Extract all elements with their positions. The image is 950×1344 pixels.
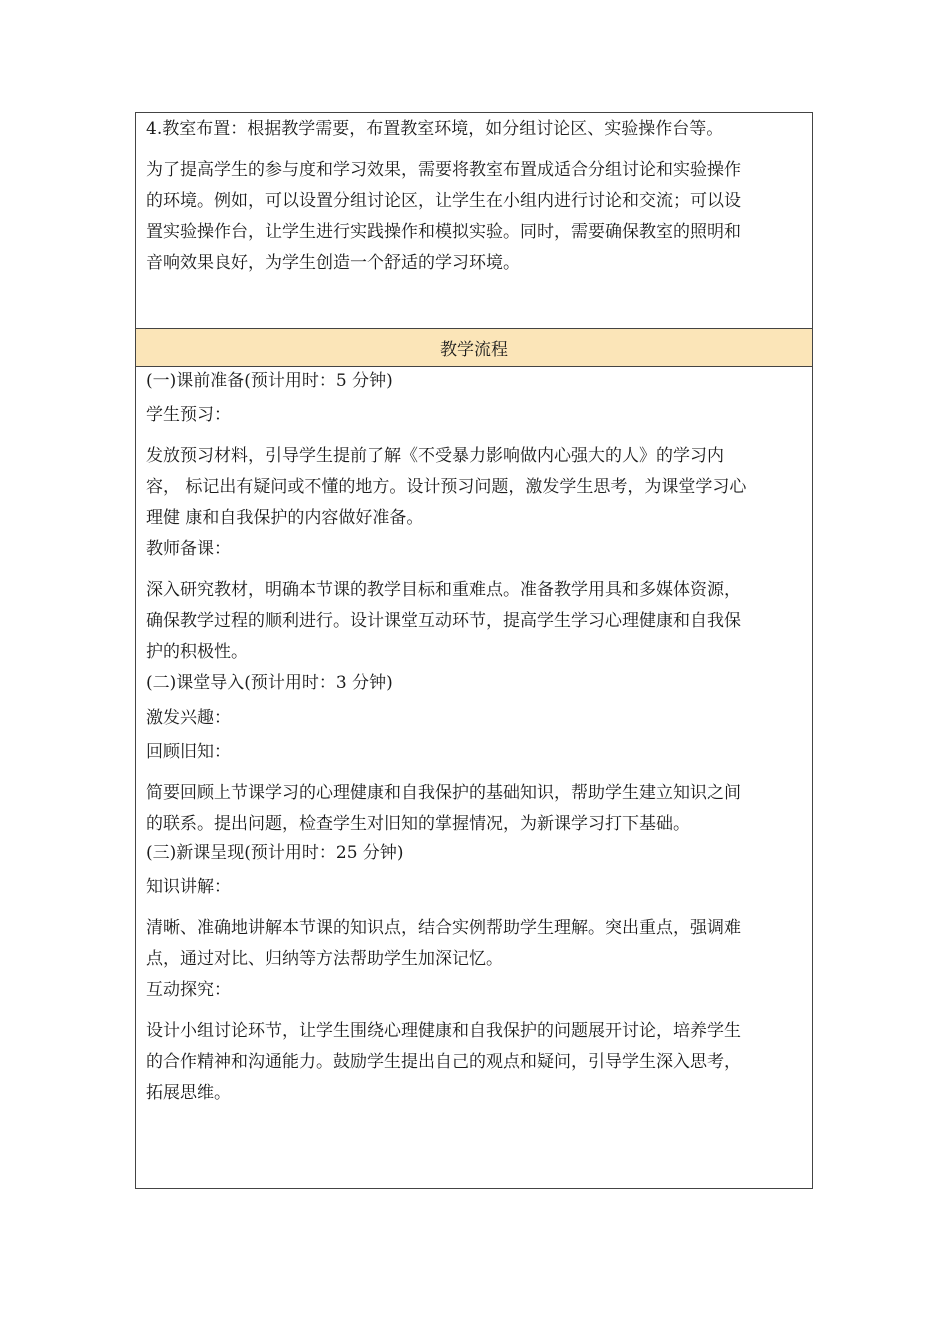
paragraph-line: 理健 康和自我保护的内容做好准备。 <box>146 508 424 528</box>
paragraph-line: 容， 标记出有疑问或不懂的地方。设计预习问题，激发学生思考，为课堂学习心 <box>146 477 747 497</box>
lesson-plan-table <box>135 112 813 1189</box>
paragraph-line: 简要回顾上节课学习的心理健康和自我保护的基础知识，帮助学生建立知识之间 <box>146 783 741 803</box>
section-header-title: 教学流程 <box>440 340 508 360</box>
subheading: 互动探究： <box>146 980 231 1000</box>
subheading: 激发兴趣： <box>146 708 231 728</box>
paragraph-line: 的合作精神和沟通能力。鼓励学生提出自己的观点和疑问，引导学生深入思考， <box>146 1052 741 1072</box>
setup-paragraph-line: 音响效果良好，为学生创造一个舒适的学习环境。 <box>146 253 520 273</box>
section-header <box>136 329 812 367</box>
paragraph-line: 护的积极性。 <box>146 642 248 662</box>
stage-heading: (三)新课呈现(预计用时：25 分钟) <box>146 843 404 863</box>
setup-paragraph-line: 为了提高学生的参与度和学习效果，需要将教室布置成适合分组讨论和实验操作 <box>146 160 741 180</box>
stage-heading: (一)课前准备(预计用时：5 分钟) <box>146 371 393 391</box>
subheading: 学生预习： <box>146 405 231 425</box>
setup-heading: 4.教室布置：根据教学需要，布置教室环境，如分组讨论区、实验操作台等。 <box>146 119 724 139</box>
paragraph-line: 拓展思维。 <box>146 1083 231 1103</box>
subheading: 知识讲解： <box>146 877 231 897</box>
setup-paragraph-line: 的环境。例如，可以设置分组讨论区，让学生在小组内进行讨论和交流；可以设 <box>146 191 741 211</box>
paragraph-line: 设计小组讨论环节，让学生围绕心理健康和自我保护的问题展开讨论，培养学生 <box>146 1021 741 1041</box>
classroom-setup-cell <box>136 113 812 329</box>
paragraph-line: 清晰、准确地讲解本节课的知识点，结合实例帮助学生理解。突出重点，强调难 <box>146 918 741 938</box>
teaching-process-cell <box>136 367 812 1188</box>
setup-paragraph-line: 置实验操作台，让学生进行实践操作和模拟实验。同时，需要确保教室的照明和 <box>146 222 741 242</box>
paragraph-line: 发放预习材料，引导学生提前了解《不受暴力影响做内心强大的人》的学习内 <box>146 446 724 466</box>
subheading: 回顾旧知： <box>146 742 231 762</box>
paragraph-line: 的联系。提出问题，检查学生对旧知的掌握情况，为新课学习打下基础。 <box>146 814 690 834</box>
stage-heading: (二)课堂导入(预计用时：3 分钟) <box>146 673 393 693</box>
subheading: 教师备课： <box>146 539 231 559</box>
paragraph-line: 确保教学过程的顺利进行。设计课堂互动环节，提高学生学习心理健康和自我保 <box>146 611 741 631</box>
paragraph-line: 深入研究教材，明确本节课的教学目标和重难点。准备教学用具和多媒体资源， <box>146 580 741 600</box>
paragraph-line: 点，通过对比、归纳等方法帮助学生加深记忆。 <box>146 949 503 969</box>
